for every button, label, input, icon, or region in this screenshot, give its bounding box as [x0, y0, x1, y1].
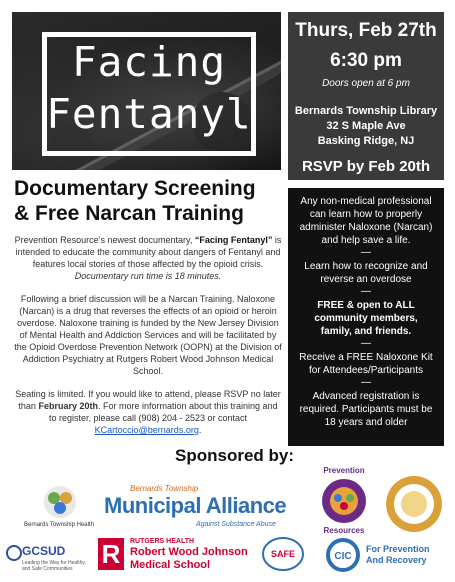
cic-tagline	[366, 544, 430, 566]
description	[14, 234, 282, 447]
cic-tagline-line1: For Prevention	[366, 544, 430, 554]
p1-text: Prevention Resource’s newest documentary,	[14, 235, 195, 245]
p3-text-2: . For more information about this training and to register, please call (908) 204 - 2523 or contact	[48, 401, 278, 423]
p1-brand: “Facing Fentanyl”	[194, 235, 273, 245]
p1-text-2: is intended to educate the community about dangers of Fentanyl and features local stories of those affected by the opioid crisis.	[15, 235, 282, 269]
info-panel	[288, 188, 444, 446]
rutgers-school-line2: Medical School	[130, 559, 211, 571]
info-divider: —	[361, 247, 371, 258]
alliance-tagline: Against Substance Abuse	[196, 521, 276, 528]
event-date: Thurs, Feb 27th	[295, 20, 437, 41]
info-divider: —	[361, 338, 371, 349]
event-doors: Doors open at 6 pm	[322, 78, 410, 89]
cic-mark: CIC	[334, 551, 352, 562]
sponsors-heading: Sponsored by:	[175, 446, 295, 465]
info-item: Learn how to recognize and reverse an overdose	[304, 261, 428, 285]
p3-text: Seating is limited. If you would like to attend, please RSVP no later than	[15, 389, 281, 411]
mayors-wellness-seal-icon	[384, 474, 444, 534]
description-p1	[14, 234, 282, 282]
info-divider: —	[361, 377, 371, 388]
info-divider: —	[361, 286, 371, 297]
hero-image	[12, 12, 281, 170]
event-time: 6:30 pm	[330, 50, 402, 71]
rutgers-school-line1: Robert Wood Johnson	[130, 546, 248, 558]
p3-date: February 20th	[38, 401, 98, 411]
info-item: Any non-medical professional can learn how to properly administer Naloxone (Narcan) and help save a life.	[299, 196, 433, 246]
p1-runtime: Documentary run time is 18 minutes.	[74, 271, 222, 281]
alliance-wordmark: Municipal Alliance	[104, 493, 287, 518]
event-panel	[288, 12, 444, 180]
info-item-text: FREE & open to ALL community members, family, and friends.	[314, 300, 418, 337]
gcsud-wordmark: GCSUD	[22, 544, 66, 558]
prevention-bottom-label: Resources	[323, 526, 365, 535]
info-item: Receive a FREE Naloxone Kit for Attendees/Participants	[299, 352, 433, 376]
event-city: Basking Ridge, NJ	[317, 135, 415, 147]
heading-line2: & Free Narcan Training	[14, 202, 244, 225]
bernards-health-label: Bernards Township Health	[24, 522, 94, 528]
event-venue: Bernards Township Library	[294, 105, 438, 117]
hero-title-line2: Fentanyl	[46, 90, 252, 138]
cic-logo	[326, 538, 360, 572]
page-heading	[14, 176, 286, 226]
description-p3	[14, 388, 282, 436]
info-item: Advanced registration is required. Participants must be 18 years and older	[299, 391, 433, 428]
hero-title	[42, 36, 256, 140]
heading-line1: Documentary Screening	[14, 177, 256, 200]
gcsud-tagline: Leading the Way for Healthy, and Safe Communities	[22, 560, 86, 572]
info-item	[298, 299, 434, 338]
event-rsvp: RSVP by Feb 20th	[301, 158, 431, 175]
prevention-top-label: Prevention	[323, 466, 365, 475]
rutgers-label: RUTGERS HEALTH	[130, 538, 195, 545]
p3-text-3: .	[198, 425, 202, 435]
hero-title-line1: Facing	[71, 38, 227, 86]
safe-logo	[262, 536, 304, 572]
rutgers-r-icon: R	[98, 538, 124, 570]
contact-email-link[interactable]: KCartoccio@bernards.org	[94, 425, 199, 435]
safe-text: SAFE	[270, 549, 296, 559]
event-location	[288, 104, 444, 149]
alliance-top-text: Bernards Township	[130, 484, 199, 493]
gcsud-icon	[6, 545, 22, 561]
event-street: 32 S Maple Ave	[326, 120, 406, 132]
prevention-resources-logo	[310, 474, 378, 528]
cic-tagline-line2: And Recovery	[366, 555, 427, 565]
description-p2: Following a brief discussion will be a Narcan Training. Naloxone (Narcan) is a drug that reverses the effects of an opioid or heroin overdose. Naloxone training is funded by the New Jersey Division of Mental Health and Addiction Services and will be facilitated by the Opioid Overdose Prevention Network (OOPN) at the Division of Addiction Psychiatry at Rutgers Robert Wood Johnson Medical School.	[14, 294, 282, 376]
